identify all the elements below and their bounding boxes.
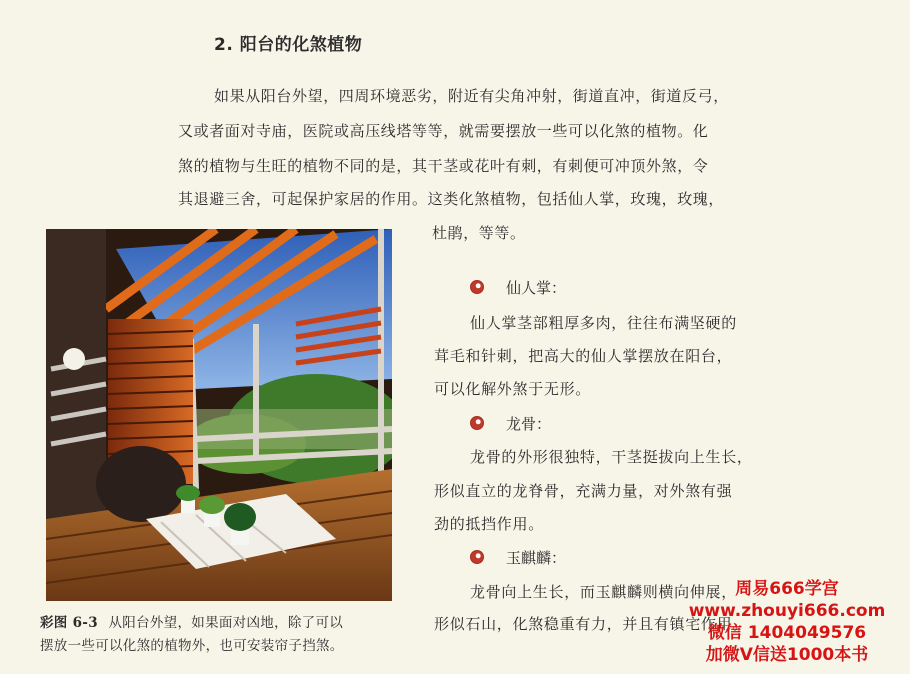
caption-label: 彩图 6-3 <box>40 615 98 631</box>
plant-name: 龙骨： <box>506 415 552 433</box>
balcony-photo <box>46 229 392 601</box>
caption-line: 摆放一些可以化煞的植物外，也可安装帘子挡煞。 <box>40 638 344 654</box>
flower-bullet-icon <box>470 280 484 294</box>
plant-name: 玉麒麟： <box>506 549 567 567</box>
section-heading: 2. 阳台的化煞植物 <box>214 35 363 55</box>
plant-desc-line: 可以化解外煞于无形。 <box>434 380 592 398</box>
flower-bullet-icon <box>470 416 484 430</box>
plant-name: 仙人掌： <box>506 279 567 297</box>
watermark-line: 周易666学宫 <box>735 579 839 599</box>
plant-title-cactus <box>470 278 566 298</box>
intro-line: 其退避三舍，可起保护家居的作用。这类化煞植物，包括仙人掌，玫瑰，玫瑰， <box>178 190 725 208</box>
plant-title-yuqilin <box>470 548 566 568</box>
intro-line: 又或者面对寺庙，医院或高压线塔等等，就需要摆放一些可以化煞的植物。化 <box>178 122 709 140</box>
plant-desc-line: 龙骨向上生长，而玉麒麟则横向伸展， <box>470 583 737 601</box>
watermark <box>672 578 902 666</box>
caption-line: 从阳台外望，如果面对凶地，除了可以 <box>108 615 344 631</box>
watermark-url: www.zhouyi666.com <box>688 601 886 621</box>
watermark-line: 微信 1404049576 <box>707 623 867 643</box>
plant-desc-line: 形似直立的龙脊骨，充满力量，对外煞有强 <box>434 482 733 500</box>
intro-line: 杜鹃，等等。 <box>432 224 526 242</box>
plant-desc-line: 劲的抵挡作用。 <box>434 515 544 533</box>
plant-title-dragonbone <box>470 414 551 434</box>
flower-bullet-icon <box>470 550 484 564</box>
plant-desc-line: 仙人掌茎部粗厚多肉，往往布满坚硬的 <box>470 314 737 332</box>
photo-caption <box>40 612 418 658</box>
plant-desc-line: 形似石山，化煞稳重有力，并且有镇宅作用。 <box>434 615 749 633</box>
plant-desc-line: 龙骨的外形很独特，干茎挺拔向上生长， <box>470 448 753 466</box>
intro-line: 煞的植物与生旺的植物不同的是，其干茎或花叶有刺，有刺便可冲顶外煞，令 <box>178 157 709 175</box>
plant-desc-line: 茸毛和针刺，把高大的仙人掌摆放在阳台， <box>434 347 733 365</box>
watermark-line: 加微V信送1000本书 <box>705 645 869 665</box>
intro-line: 如果从阳台外望，四周环境恶劣，附近有尖角冲射，街道直冲，街道反弓， <box>214 87 729 105</box>
